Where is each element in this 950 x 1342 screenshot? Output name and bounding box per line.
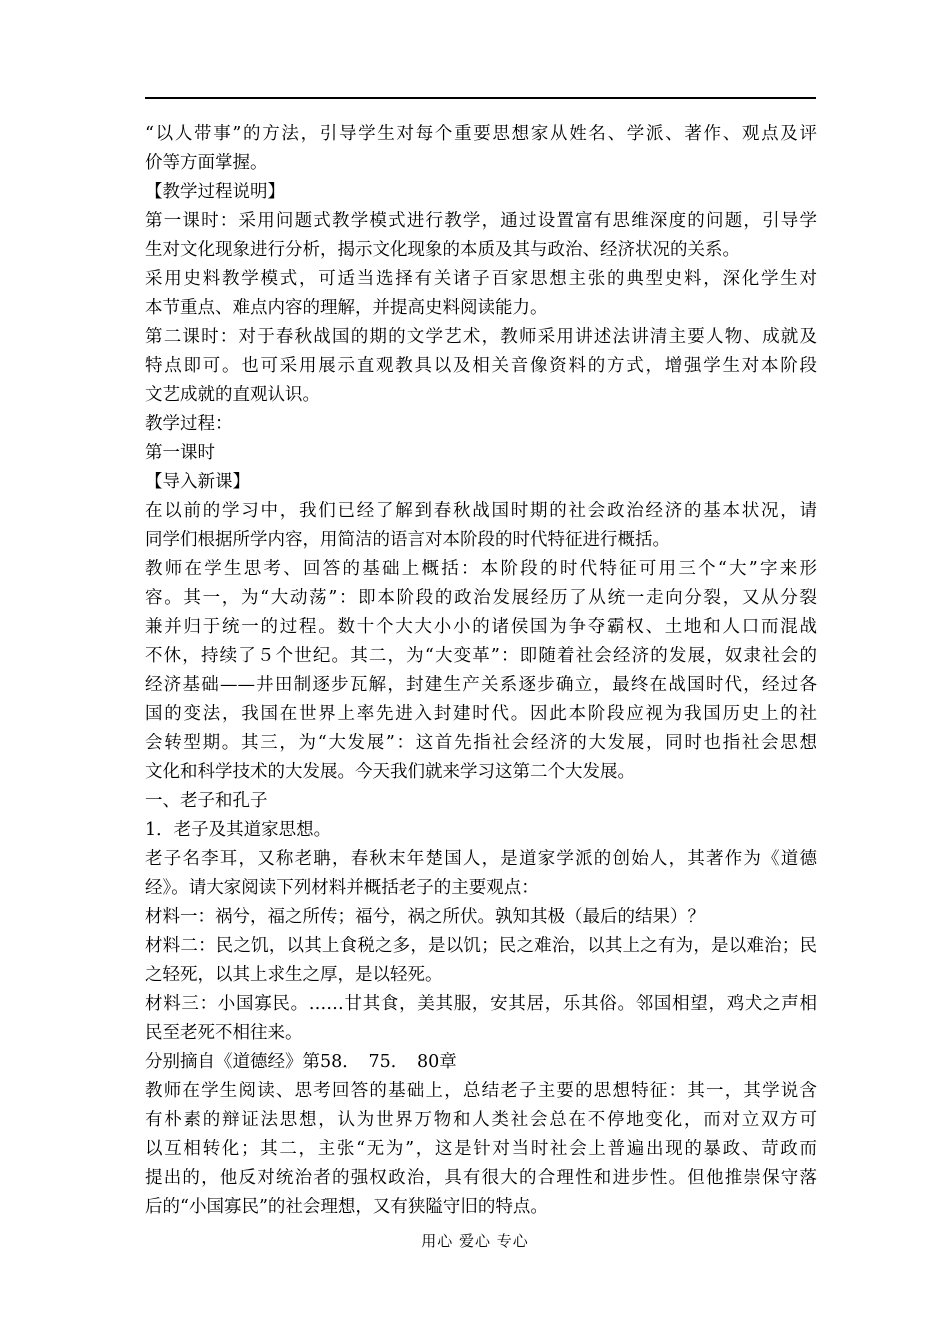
text-line: 本节重点、难点内容的理解，并提高史料阅读能力。 — [145, 298, 548, 318]
text-line: 分别摘自《道德经》第58． 75． 80章 — [145, 1052, 457, 1072]
text-line: 后的“小国寡民”的社会理想，又有狭隘守旧的特点。 — [145, 1197, 548, 1217]
text-line: 一、老子和孔子 — [145, 791, 268, 811]
text-line: 民至老死不相往来。 — [145, 1023, 303, 1043]
text-line: 特点即可。也可采用展示直观教具以及相关音像资料的方式，增强学生对本阶段 — [145, 356, 817, 376]
page-footer: 用心 爱心 专心 — [421, 1232, 529, 1250]
text-line: 之轻死，以其上求生之厚，是以轻死。 — [145, 965, 443, 985]
text-line: 采用史料教学模式，可适当选择有关诸子百家思想主张的典型史料，深化学生对 — [145, 269, 817, 289]
text-line: 第一课时：采用问题式教学模式进行教学，通过设置富有思维深度的问题，引导学 — [145, 211, 817, 231]
header-rule — [145, 97, 816, 99]
text-line: 文化和科学技术的大发展。今天我们就来学习这第二个大发展。 — [145, 762, 635, 782]
text-line: 第二课时：对于春秋战国的期的文学艺术，教师采用讲述法讲清主要人物、成就及 — [145, 327, 817, 347]
text-line: 会转型期。其三，为“大发展”：这首先指社会经济的大发展，同时也指社会思想 — [145, 733, 817, 753]
text-line: 材料一：祸兮，福之所传；福兮，祸之所伏。孰知其极（最后的结果）？ — [145, 907, 705, 927]
text-line: 教师在学生思考、回答的基础上概括：本阶段的时代特征可用三个“大”字来形 — [145, 559, 817, 579]
text-line: 经》。请大家阅读下列材料并概括老子的主要观点： — [145, 878, 539, 898]
text-line: 【导入新课】 — [145, 472, 250, 492]
text-line: 教学过程： — [145, 414, 233, 434]
text-line: 同学们根据所学内容，用简洁的语言对本阶段的时代特征进行概括。 — [145, 530, 670, 550]
text-line: 教师在学生阅读、思考回答的基础上，总结老子主要的思想特征：其一，其学说含 — [145, 1081, 817, 1101]
text-line: 容。其一，为“大动荡”：即本阶段的政治发展经历了从统一走向分裂，又从分裂 — [145, 588, 817, 608]
text-line: “以人带事”的方法，引导学生对每个重要思想家从姓名、学派、著作、观点及评 — [145, 124, 817, 144]
text-line: 老子名李耳，又称老聃，春秋末年楚国人，是道家学派的创始人，其著作为《道德 — [145, 849, 817, 869]
text-line: 材料三：小国寡民。……甘其食，美其服，安其居，乐其俗。邻国相望，鸡犬之声相 — [145, 994, 817, 1014]
text-line: 文艺成就的直观认识。 — [145, 385, 320, 405]
text-line: 经济基础——井田制逐步瓦解，封建生产关系逐步确立，最终在战国时代，经过各 — [145, 675, 817, 695]
text-line: 有朴素的辩证法思想，认为世界万物和人类社会总在不停地变化，而对立双方可 — [145, 1110, 817, 1130]
text-line: 生对文化现象进行分析，揭示文化现象的本质及其与政治、经济状况的关系。 — [145, 240, 740, 260]
text-line: 第一课时 — [145, 443, 215, 463]
text-line: 材料二：民之饥，以其上食税之多，是以饥；民之难治，以其上之有为，是以难治；民 — [145, 936, 817, 956]
text-line: 不休，持续了５个世纪。其二，为“大变革”：即随着社会经济的发展，奴隶社会的 — [145, 646, 817, 666]
text-line: 兼并归于统一的过程。数十个大大小小的诸侯国为争夺霸权、土地和人口而混战 — [145, 617, 817, 637]
text-line: 价等方面掌握。 — [145, 153, 268, 173]
text-line: 以互相转化；其二，主张“无为”，这是针对当时社会上普遍出现的暴政、苛政而 — [145, 1139, 817, 1159]
text-line: 国的变法，我国在世界上率先进入封建时代。因此本阶段应视为我国历史上的社 — [145, 704, 817, 724]
document-body — [145, 120, 817, 1222]
text-line: 在以前的学习中，我们已经了解到春秋战国时期的社会政治经济的基本状况，请 — [145, 501, 817, 521]
text-line: 【教学过程说明】 — [145, 182, 285, 202]
text-line: 提出的，他反对统治者的强权政治，具有很大的合理性和进步性。但他推崇保守落 — [145, 1168, 817, 1188]
text-line: 1．老子及其道家思想。 — [145, 820, 332, 840]
